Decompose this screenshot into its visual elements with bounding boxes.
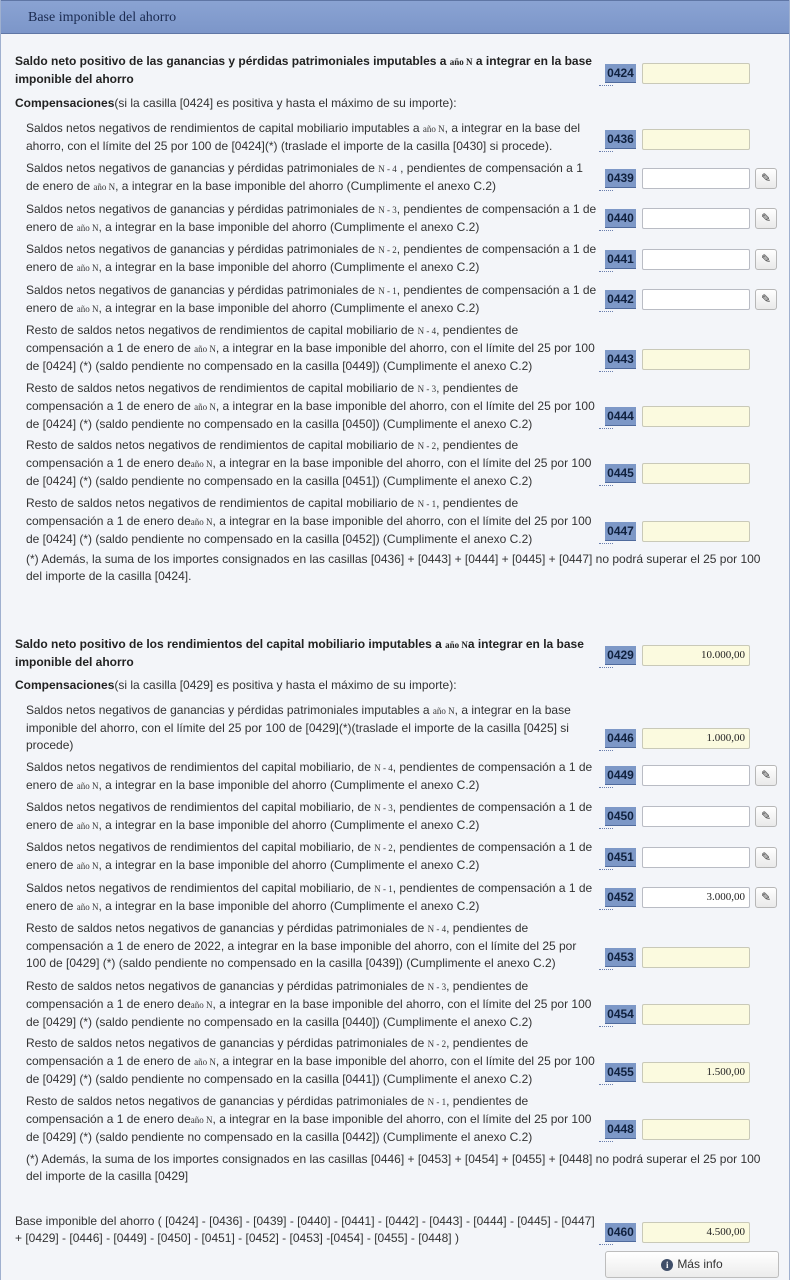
box-code: 0454 bbox=[605, 1005, 636, 1024]
amount-input-0450[interactable] bbox=[642, 806, 750, 827]
edit-button[interactable] bbox=[755, 765, 777, 786]
box-code: 0441 bbox=[605, 250, 636, 269]
amount-input-0443[interactable] bbox=[642, 349, 750, 370]
box-code: 0440 bbox=[605, 209, 636, 228]
more-info-button[interactable] bbox=[605, 1251, 779, 1278]
amount-input-0454[interactable] bbox=[642, 1004, 750, 1025]
box-code: 0439 bbox=[605, 169, 636, 188]
pencil-icon: ✎ bbox=[760, 809, 772, 823]
panel-header: Base imponible del ahorro bbox=[1, 0, 789, 34]
row-label: Saldos netos negativos de ganancias y pérdidas patrimoniales de N - 3, pendientes de compensación a 1 de enero de año N, a integrar en la base imponible del ahorro (Cumplimente el anexo C.2) bbox=[26, 202, 597, 234]
box-code: 0446 bbox=[605, 729, 636, 748]
main-row-label: Saldo neto positivo de las ganancias y pérdidas patrimoniales imputables a año N a integrar en la base imponible del ahorro bbox=[15, 54, 592, 86]
row-label: Resto de saldos netos negativos de ganancias y pérdidas patrimoniales de N - 2, pendientes de compensación a 1 de enero de año N, a integrar en la base imponible del ahorro, con el límite del 25 por 100 de [0429] (*) (saldo pendiente no compensado en la casilla [0441]) (Cumplimente el anexo C.2) bbox=[26, 1036, 595, 1086]
box-code: 0445 bbox=[605, 464, 636, 483]
row-label: Saldos netos negativos de rendimientos del capital mobiliario, de N - 1, pendientes de compensación a 1 de enero de año N, a integrar en la base imponible del ahorro (Cumplimente el anexo C.2) bbox=[26, 881, 593, 913]
footnote: (*) Además, la suma de los importes consignados en las casillas [0436] + [0443] + [0444] + [0445] + [0447] no podrá superar el 25 por 100 del importe de la casilla [0424]. bbox=[26, 552, 761, 583]
row-label: Saldos netos negativos de rendimientos del capital mobiliario, de N - 3, pendientes de compensación a 1 de enero de año N, a integrar en la base imponible del ahorro (Cumplimente el anexo C.2) bbox=[26, 800, 593, 832]
row-label: Saldos netos negativos de ganancias y pérdidas patrimoniales de N - 4 , pendientes de compensación a 1 de enero de año N, a integrar en la base imponible del ahorro (Cumplimente el anexo C.2) bbox=[26, 161, 583, 193]
pencil-icon: ✎ bbox=[760, 292, 772, 306]
row-label: Saldos netos negativos de rendimientos del capital mobiliario, de N - 2, pendientes de compensación a 1 de enero de año N, a integrar en la base imponible del ahorro (Cumplimente el anexo C.2) bbox=[26, 840, 593, 872]
edit-button[interactable] bbox=[755, 208, 777, 229]
box-code: 0429 bbox=[605, 646, 636, 665]
amount-input-0453[interactable] bbox=[642, 947, 750, 968]
row-label: Resto de saldos netos negativos de ganancias y pérdidas patrimoniales de N - 3, pendientes de compensación a 1 de enero deaño N, a integrar en la base imponible del ahorro, con el límite del 25 por 100 de [0429] (*) (saldo pendiente no compensado en la casilla [0440]) (Cumplimente el anexo C.2) bbox=[26, 979, 592, 1029]
amount-input-0439[interactable] bbox=[642, 168, 750, 189]
amount-input-0436[interactable] bbox=[642, 129, 750, 150]
box-code: 0452 bbox=[605, 888, 636, 907]
box-code: 0443 bbox=[605, 350, 636, 369]
box-code: 0436 bbox=[605, 130, 636, 149]
edit-button[interactable] bbox=[755, 168, 777, 189]
box-code: 0455 bbox=[605, 1063, 636, 1082]
box-code: 0451 bbox=[605, 848, 636, 867]
row-label: Saldos netos negativos de ganancias y pérdidas patrimoniales de N - 1, pendientes de compensación a 1 de enero de año N, a integrar en la base imponible del ahorro (Cumplimente el anexo C.2) bbox=[26, 283, 597, 315]
edit-button[interactable] bbox=[755, 847, 777, 868]
row-label: Resto de saldos netos negativos de ganancias y pérdidas patrimoniales de N - 4, pendientes de compensación a 1 de enero de 2022, a integrar en la base imponible del ahorro, con el límite del 25 por 100 de [0429] (*) (saldo pendiente no compensado en la casilla [0439]) (Cumplimente el anexo C.2) bbox=[26, 921, 577, 970]
box-code: 0444 bbox=[605, 407, 636, 426]
row-label: Resto de saldos netos negativos de rendimientos de capital mobiliario de N - 4, pendientes de compensación a 1 de enero de año N, a integrar en la base imponible del ahorro, con el límite del 25 por 100 de [0424] (*) (saldo pendiente no compensado en la casilla [0449]) (Cumplimente el anexo C.2) bbox=[26, 323, 595, 373]
amount-input-0424[interactable] bbox=[642, 63, 750, 84]
amount-input-0442[interactable] bbox=[642, 289, 750, 310]
amount-input-0440[interactable] bbox=[642, 208, 750, 229]
edit-button[interactable] bbox=[755, 806, 777, 827]
amount-input-0448[interactable] bbox=[642, 1119, 750, 1140]
amount-input-0451[interactable] bbox=[642, 847, 750, 868]
amount-input-0449[interactable] bbox=[642, 765, 750, 786]
pencil-icon: ✎ bbox=[760, 211, 772, 225]
box-code: 0424 bbox=[605, 64, 636, 83]
amount-input-0446[interactable]: 1.000,00 bbox=[642, 728, 750, 749]
edit-button[interactable] bbox=[755, 887, 777, 908]
box-code: 0447 bbox=[605, 522, 636, 541]
row-label: Resto de saldos netos negativos de ganancias y pérdidas patrimoniales de N - 1, pendientes de compensación a 1 de enero deaño N, a integrar en la base imponible del ahorro, con el límite del 25 por 100 de [0429] (*) (saldo pendiente no compensado en la casilla [0442]) (Cumplimente el anexo C.2) bbox=[26, 1094, 592, 1144]
pencil-icon: ✎ bbox=[760, 252, 772, 266]
amount-input-0447[interactable] bbox=[642, 521, 750, 542]
box-code: 0460 bbox=[605, 1223, 636, 1242]
row-label: Resto de saldos netos negativos de rendimientos de capital mobiliario de N - 1, pendientes de compensación a 1 de enero deaño N, a integrar en la base imponible del ahorro, con el límite del 25 por 100 de [0424] (*) (saldo pendiente no compensado en la casilla [0452]) (Cumplimente el anexo C.2) bbox=[26, 496, 592, 546]
box-code: 0448 bbox=[605, 1120, 636, 1139]
footnote: (*) Además, la suma de los importes consignados en las casillas [0446] + [0453] + [0454] + [0455] + [0448] no podrá superar el 25 por 100 del importe de la casilla [0429] bbox=[26, 1152, 761, 1183]
amount-input-0460[interactable]: 4.500,00 bbox=[642, 1222, 750, 1243]
amount-input-0452[interactable]: 3.000,00 bbox=[642, 887, 750, 908]
box-code: 0450 bbox=[605, 807, 636, 826]
edit-button[interactable] bbox=[755, 249, 777, 270]
total-label: Base imponible del ahorro ( [0424] - [0436] - [0439] - [0440] - [0441] - [0442] - [0443] - [0444] - [0445] - [0447] + [0429] - [0446] - [0449] - [0450] - [0451] - [0452] - [0453] -[0454] - [0455] - [0448] ) bbox=[15, 1214, 595, 1245]
amount-input-0444[interactable] bbox=[642, 406, 750, 427]
info-icon: i bbox=[661, 1259, 673, 1271]
edit-button[interactable] bbox=[755, 289, 777, 310]
box-code: 0449 bbox=[605, 766, 636, 785]
main-row-label: Saldo neto positivo de los rendimientos del capital mobiliario imputables a año Na integrar en la base imponible del ahorro bbox=[15, 637, 584, 669]
compensaciones-heading: Compensaciones(si la casilla [0424] es positiva y hasta el máximo de su importe): bbox=[15, 96, 457, 110]
pencil-icon: ✎ bbox=[760, 768, 772, 782]
row-label: Resto de saldos netos negativos de rendimientos de capital mobiliario de N - 3, pendientes de compensación a 1 de enero de año N, a integrar en la base imponible del ahorro, con el límite del 25 por 100 de [0424] (*) (saldo pendiente no compensado en la casilla [0450]) (Cumplimente el anexo C.2) bbox=[26, 381, 595, 431]
amount-input-0445[interactable] bbox=[642, 463, 750, 484]
row-label: Saldos netos negativos de ganancias y pérdidas patrimoniales de N - 2, pendientes de compensación a 1 de enero de año N, a integrar en la base imponible del ahorro (Cumplimente el anexo C.2) bbox=[26, 242, 597, 274]
amount-input-0455[interactable]: 1.500,00 bbox=[642, 1062, 750, 1083]
box-code: 0453 bbox=[605, 948, 636, 967]
row-label: Saldos netos negativos de rendimientos del capital mobiliario, de N - 4, pendientes de compensación a 1 de enero de año N, a integrar en la base imponible del ahorro (Cumplimente el anexo C.2) bbox=[26, 760, 593, 792]
compensaciones-heading: Compensaciones(si la casilla [0429] es positiva y hasta el máximo de su importe): bbox=[15, 678, 457, 692]
row-label: Resto de saldos netos negativos de rendimientos de capital mobiliario de N - 2, pendientes de compensación a 1 de enero deaño N, a integrar en la base imponible del ahorro, con el límite del 25 por 100 de [0424] (*) (saldo pendiente no compensado en la casilla [0451]) (Cumplimente el anexo C.2) bbox=[26, 438, 592, 488]
amount-input-0429[interactable]: 10.000,00 bbox=[642, 645, 750, 666]
pencil-icon: ✎ bbox=[760, 890, 772, 904]
row-label: Saldos netos negativos de rendimientos de capital mobiliario imputables a año N, a integrar en la base del ahorro, con el límite del 25 por 100 de [0424](*) (traslade el importe de la casilla [0430] si procede). bbox=[26, 121, 581, 153]
amount-input-0441[interactable] bbox=[642, 249, 750, 270]
row-label: Saldos netos negativos de ganancias y pérdidas patrimoniales imputables a año N, a integrar en la base imponible del ahorro, con el límite del 25 por 100 de [0429](*)(traslade el importe de la casilla [0425] si procede) bbox=[26, 703, 571, 752]
pencil-icon: ✎ bbox=[760, 171, 772, 185]
more-info-label: Más info bbox=[677, 1257, 723, 1271]
box-code: 0442 bbox=[605, 290, 636, 309]
pencil-icon: ✎ bbox=[760, 850, 772, 864]
